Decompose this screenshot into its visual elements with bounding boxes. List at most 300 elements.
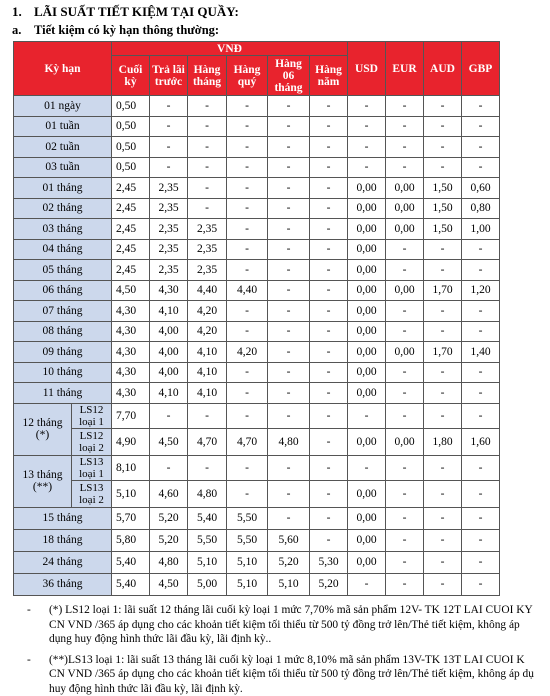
rate-monthly: 5,50: [188, 529, 227, 551]
rate-yearly: -: [310, 507, 348, 529]
header-yearly: Hàng năm: [310, 56, 348, 96]
rate-end-of-term: 7,70: [112, 403, 150, 428]
header-eur: EUR: [386, 42, 424, 96]
term-label: 10 tháng: [14, 362, 112, 383]
rate-end-of-term: 4,30: [112, 321, 150, 342]
table-row: [14, 403, 500, 428]
rate-quarterly: -: [227, 198, 268, 219]
rate-aud: -: [424, 529, 462, 551]
rate-end-of-term: 4,90: [112, 428, 150, 455]
rate-aud: 1,70: [424, 280, 462, 301]
table-row: [14, 573, 500, 595]
rate-monthly: -: [188, 403, 227, 428]
rate-end-of-term: 2,45: [112, 239, 150, 260]
rate-monthly: -: [188, 455, 227, 480]
rate-prepaid: 2,35: [150, 260, 188, 281]
rate-monthly: -: [188, 96, 227, 117]
footnote-bullet: -: [27, 603, 31, 618]
header-term: Kỳ hạn: [14, 42, 112, 96]
rate-usd: 0,00: [348, 178, 386, 199]
rate-semiannual: -: [268, 219, 310, 240]
term-group-label: [14, 455, 72, 507]
rate-quarterly: 5,10: [227, 573, 268, 595]
rate-aud: -: [424, 551, 462, 573]
rate-aud: -: [424, 573, 462, 595]
rate-yearly: -: [310, 116, 348, 137]
term-label: 36 tháng: [14, 573, 112, 595]
rate-usd: -: [348, 403, 386, 428]
rate-usd: 0,00: [348, 321, 386, 342]
rate-eur: -: [386, 383, 424, 404]
term-label: 03 tuần: [14, 157, 112, 178]
rate-quarterly: -: [227, 480, 268, 507]
rate-aud: 1,50: [424, 198, 462, 219]
term-label: 02 tháng: [14, 198, 112, 219]
rate-yearly: -: [310, 455, 348, 480]
rate-prepaid: 2,35: [150, 178, 188, 199]
rate-eur: 0,00: [386, 428, 424, 455]
rate-aud: -: [424, 403, 462, 428]
table-row: [14, 157, 500, 178]
rate-usd: 0,00: [348, 280, 386, 301]
table-row: [14, 178, 500, 199]
table-row: [14, 280, 500, 301]
interest-rate-table: [13, 41, 500, 596]
rate-aud: -: [424, 301, 462, 322]
rate-quarterly: 5,50: [227, 507, 268, 529]
table-row: [14, 321, 500, 342]
header-semiannual: Hàng 06 tháng: [268, 56, 310, 96]
rate-quarterly: -: [227, 301, 268, 322]
rate-gbp: -: [462, 362, 500, 383]
rate-semiannual: -: [268, 239, 310, 260]
rate-usd: -: [348, 116, 386, 137]
rate-usd: -: [348, 573, 386, 595]
rate-prepaid: 5,20: [150, 529, 188, 551]
rate-eur: -: [386, 96, 424, 117]
rate-quarterly: -: [227, 116, 268, 137]
rate-aud: -: [424, 116, 462, 137]
section-heading: [12, 4, 239, 20]
table-row: [14, 455, 500, 480]
rate-yearly: 5,30: [310, 551, 348, 573]
rate-yearly: -: [310, 137, 348, 158]
rate-usd: 0,00: [348, 219, 386, 240]
term-group-label: [14, 403, 72, 455]
rate-yearly: -: [310, 342, 348, 363]
term-label: 02 tuần: [14, 137, 112, 158]
rate-aud: 1,50: [424, 178, 462, 199]
footnote-line: dụng huy động hình thức lãi đầu kỳ, lãi định kỳ..: [49, 632, 550, 647]
term-label: 15 tháng: [14, 507, 112, 529]
rate-monthly: 2,35: [188, 260, 227, 281]
rate-end-of-term: 4,30: [112, 383, 150, 404]
rate-end-of-term: 4,30: [112, 301, 150, 322]
rate-quarterly: 5,10: [227, 551, 268, 573]
rate-gbp: -: [462, 529, 500, 551]
table-row: [14, 480, 500, 507]
rate-gbp: 1,20: [462, 280, 500, 301]
rate-gbp: 1,00: [462, 219, 500, 240]
table-row: [14, 383, 500, 404]
rate-yearly: -: [310, 428, 348, 455]
subsection-heading: [12, 23, 219, 38]
rate-aud: -: [424, 362, 462, 383]
header-usd: USD: [348, 42, 386, 96]
table-row: [14, 137, 500, 158]
rate-end-of-term: 4,50: [112, 280, 150, 301]
rate-eur: -: [386, 551, 424, 573]
rate-monthly: 5,40: [188, 507, 227, 529]
rate-quarterly: -: [227, 383, 268, 404]
rate-gbp: -: [462, 239, 500, 260]
rate-prepaid: 4,00: [150, 321, 188, 342]
rate-monthly: 5,00: [188, 573, 227, 595]
table-row: [14, 507, 500, 529]
rate-quarterly: -: [227, 96, 268, 117]
rate-eur: 0,00: [386, 178, 424, 199]
rate-aud: -: [424, 507, 462, 529]
rate-end-of-term: 5,10: [112, 480, 150, 507]
term-label: 11 tháng: [14, 383, 112, 404]
term-label: 08 tháng: [14, 321, 112, 342]
rate-prepaid: 4,60: [150, 480, 188, 507]
rate-prepaid: 4,50: [150, 573, 188, 595]
rate-aud: -: [424, 321, 462, 342]
rate-aud: -: [424, 260, 462, 281]
term-sublabel: LS13 loại 1: [72, 455, 112, 480]
rate-eur: -: [386, 529, 424, 551]
rate-end-of-term: 2,45: [112, 198, 150, 219]
rate-end-of-term: 0,50: [112, 116, 150, 137]
rate-yearly: -: [310, 96, 348, 117]
rate-prepaid: -: [150, 137, 188, 158]
rate-monthly: 4,10: [188, 383, 227, 404]
rate-semiannual: -: [268, 383, 310, 404]
rate-gbp: -: [462, 321, 500, 342]
table-row: [14, 239, 500, 260]
rate-aud: -: [424, 239, 462, 260]
rate-prepaid: 2,35: [150, 198, 188, 219]
rate-quarterly: 4,20: [227, 342, 268, 363]
rate-prepaid: -: [150, 116, 188, 137]
rate-end-of-term: 0,50: [112, 96, 150, 117]
rate-usd: 0,00: [348, 428, 386, 455]
rate-usd: -: [348, 157, 386, 178]
rate-usd: 0,00: [348, 342, 386, 363]
footnote-ls12: [27, 603, 550, 647]
rate-yearly: -: [310, 219, 348, 240]
rate-eur: -: [386, 260, 424, 281]
term-group-mark: (*): [14, 429, 71, 441]
rate-semiannual: -: [268, 321, 310, 342]
rate-eur: -: [386, 362, 424, 383]
rate-monthly: 4,80: [188, 480, 227, 507]
rate-yearly: -: [310, 529, 348, 551]
rate-semiannual: -: [268, 342, 310, 363]
rate-yearly: -: [310, 239, 348, 260]
rate-monthly: 4,70: [188, 428, 227, 455]
rate-monthly: 2,35: [188, 239, 227, 260]
term-group-mark: (**): [14, 481, 71, 493]
rate-semiannual: -: [268, 137, 310, 158]
table-row: [14, 362, 500, 383]
rate-quarterly: -: [227, 260, 268, 281]
rate-quarterly: 4,40: [227, 280, 268, 301]
rate-yearly: -: [310, 198, 348, 219]
subsection-letter: a.: [12, 23, 34, 38]
rate-end-of-term: 2,45: [112, 260, 150, 281]
header-prepaid: Trả lãi trước: [150, 56, 188, 96]
term-label: 03 tháng: [14, 219, 112, 240]
rate-prepaid: 5,20: [150, 507, 188, 529]
rate-prepaid: 4,10: [150, 301, 188, 322]
rate-prepaid: 4,00: [150, 362, 188, 383]
rate-prepaid: 4,50: [150, 428, 188, 455]
rate-aud: 1,50: [424, 219, 462, 240]
footnotes: [27, 603, 550, 696]
table-row: [14, 96, 500, 117]
rate-gbp: -: [462, 116, 500, 137]
rate-prepaid: 4,00: [150, 342, 188, 363]
rate-semiannual: -: [268, 178, 310, 199]
rate-quarterly: -: [227, 239, 268, 260]
rate-semiannual: -: [268, 507, 310, 529]
term-label: 01 ngày: [14, 96, 112, 117]
rate-end-of-term: 5,80: [112, 529, 150, 551]
rate-aud: -: [424, 137, 462, 158]
rate-semiannual: -: [268, 116, 310, 137]
rate-semiannual: 5,20: [268, 551, 310, 573]
rate-yearly: -: [310, 157, 348, 178]
rate-yearly: -: [310, 178, 348, 199]
rate-prepaid: 2,35: [150, 239, 188, 260]
table-row: [14, 219, 500, 240]
rate-aud: 1,80: [424, 428, 462, 455]
rate-gbp: -: [462, 573, 500, 595]
term-sublabel: LS12 loại 1: [72, 403, 112, 428]
rate-prepaid: 4,30: [150, 280, 188, 301]
rate-eur: -: [386, 116, 424, 137]
rate-yearly: -: [310, 260, 348, 281]
rate-semiannual: -: [268, 96, 310, 117]
rate-semiannual: -: [268, 362, 310, 383]
rate-gbp: 1,60: [462, 428, 500, 455]
rate-gbp: -: [462, 507, 500, 529]
rate-monthly: 5,10: [188, 551, 227, 573]
rate-eur: -: [386, 301, 424, 322]
footnote-line: CN VND /365 áp dụng cho các khoản tiết kiệm tối thiểu từ 500 tỷ đồng trở lên/Thẻ tiết kiệm, không áp dụ: [49, 667, 550, 682]
rate-end-of-term: 5,40: [112, 573, 150, 595]
rate-prepaid: 4,10: [150, 383, 188, 404]
rate-gbp: -: [462, 157, 500, 178]
rate-monthly: -: [188, 198, 227, 219]
rate-eur: 0,00: [386, 219, 424, 240]
rate-yearly: -: [310, 301, 348, 322]
term-sublabel: LS12 loại 2: [72, 428, 112, 455]
rate-usd: 0,00: [348, 198, 386, 219]
subsection-title: Tiết kiệm có kỳ hạn thông thường:: [34, 23, 219, 37]
rate-usd: 0,00: [348, 301, 386, 322]
section-number: 1.: [12, 4, 34, 20]
rate-eur: 0,00: [386, 280, 424, 301]
table-row: [14, 551, 500, 573]
rate-gbp: -: [462, 455, 500, 480]
rate-monthly: -: [188, 178, 227, 199]
rate-end-of-term: 5,70: [112, 507, 150, 529]
rate-monthly: -: [188, 137, 227, 158]
rate-monthly: -: [188, 157, 227, 178]
rate-usd: 0,00: [348, 529, 386, 551]
rate-semiannual: 5,10: [268, 573, 310, 595]
rate-yearly: -: [310, 403, 348, 428]
rate-semiannual: -: [268, 157, 310, 178]
rate-quarterly: -: [227, 178, 268, 199]
rate-gbp: -: [462, 260, 500, 281]
rate-quarterly: 5,50: [227, 529, 268, 551]
term-label: 24 tháng: [14, 551, 112, 573]
rate-gbp: 0,60: [462, 178, 500, 199]
term-label: 01 tháng: [14, 178, 112, 199]
rate-eur: 0,00: [386, 198, 424, 219]
rate-gbp: -: [462, 96, 500, 117]
rate-usd: 0,00: [348, 260, 386, 281]
table-row: [14, 301, 500, 322]
rate-prepaid: 2,35: [150, 219, 188, 240]
term-sublabel: LS13 loại 2: [72, 480, 112, 507]
rate-end-of-term: 0,50: [112, 157, 150, 178]
term-label: 09 tháng: [14, 342, 112, 363]
rate-end-of-term: 2,45: [112, 178, 150, 199]
rate-usd: 0,00: [348, 551, 386, 573]
rate-aud: -: [424, 96, 462, 117]
rate-eur: -: [386, 507, 424, 529]
rate-yearly: -: [310, 321, 348, 342]
rate-yearly: -: [310, 383, 348, 404]
rate-prepaid: -: [150, 96, 188, 117]
rate-monthly: 4,10: [188, 362, 227, 383]
rate-eur: -: [386, 137, 424, 158]
rate-usd: -: [348, 96, 386, 117]
rate-end-of-term: 4,30: [112, 362, 150, 383]
header-quarterly: Hàng quý: [227, 56, 268, 96]
rate-eur: -: [386, 480, 424, 507]
rate-quarterly: -: [227, 321, 268, 342]
rate-usd: 0,00: [348, 383, 386, 404]
term-label: 06 tháng: [14, 280, 112, 301]
rate-monthly: 4,40: [188, 280, 227, 301]
rate-gbp: -: [462, 383, 500, 404]
footnote-ls13: [27, 653, 550, 696]
rate-yearly: 5,20: [310, 573, 348, 595]
header-aud: AUD: [424, 42, 462, 96]
rate-semiannual: -: [268, 455, 310, 480]
rate-gbp: 1,40: [462, 342, 500, 363]
rate-usd: 0,00: [348, 507, 386, 529]
header-gbp: GBP: [462, 42, 500, 96]
term-label: 01 tuần: [14, 116, 112, 137]
rate-monthly: 4,20: [188, 321, 227, 342]
rate-quarterly: -: [227, 137, 268, 158]
rate-end-of-term: 0,50: [112, 137, 150, 158]
term-label: 05 tháng: [14, 260, 112, 281]
rate-aud: -: [424, 480, 462, 507]
footnote-line: huy động hình thức lãi đầu kỳ, lãi định kỳ.: [49, 682, 550, 696]
rate-usd: 0,00: [348, 362, 386, 383]
rate-eur: -: [386, 403, 424, 428]
rate-semiannual: 5,60: [268, 529, 310, 551]
rate-prepaid: 4,80: [150, 551, 188, 573]
rate-yearly: -: [310, 362, 348, 383]
rate-eur: 0,00: [386, 342, 424, 363]
rate-aud: 1,70: [424, 342, 462, 363]
rate-monthly: 2,35: [188, 219, 227, 240]
rate-eur: -: [386, 157, 424, 178]
rate-gbp: -: [462, 480, 500, 507]
header-end-of-term: Cuối kỳ: [112, 56, 150, 96]
rate-usd: 0,00: [348, 480, 386, 507]
rate-end-of-term: 5,40: [112, 551, 150, 573]
term-group-name: 12 tháng: [14, 417, 71, 429]
rate-eur: -: [386, 455, 424, 480]
rate-end-of-term: 8,10: [112, 455, 150, 480]
rate-eur: -: [386, 573, 424, 595]
rate-quarterly: -: [227, 403, 268, 428]
rate-gbp: -: [462, 137, 500, 158]
table-row: [14, 529, 500, 551]
table-row: [14, 198, 500, 219]
term-label: 18 tháng: [14, 529, 112, 551]
term-label: 04 tháng: [14, 239, 112, 260]
footnote-bullet: -: [27, 653, 31, 668]
table-row: [14, 260, 500, 281]
rate-end-of-term: 2,45: [112, 219, 150, 240]
rate-prepaid: -: [150, 455, 188, 480]
section-title: LÃI SUẤT TIẾT KIỆM TẠI QUẦY:: [34, 4, 239, 19]
rate-semiannual: -: [268, 403, 310, 428]
header-monthly: Hàng tháng: [188, 56, 227, 96]
rate-gbp: -: [462, 551, 500, 573]
rate-usd: 0,00: [348, 239, 386, 260]
rate-quarterly: -: [227, 362, 268, 383]
rate-gbp: -: [462, 403, 500, 428]
term-label: 07 tháng: [14, 301, 112, 322]
term-group-name: 13 tháng: [14, 469, 71, 481]
footnote-line: (**)LS13 loại 1: lãi suất 13 tháng lãi cuối kỳ loại 1 mức 8,10% mã sản phẩm 13V-TK 13T LAI CUOI K: [49, 653, 550, 668]
rate-gbp: 0,80: [462, 198, 500, 219]
table-row: [14, 428, 500, 455]
rate-quarterly: -: [227, 219, 268, 240]
rate-prepaid: -: [150, 157, 188, 178]
rate-aud: -: [424, 455, 462, 480]
rate-yearly: -: [310, 280, 348, 301]
header-vnd-group: VNĐ: [112, 42, 348, 56]
table-row: [14, 116, 500, 137]
rate-usd: -: [348, 455, 386, 480]
rate-quarterly: 4,70: [227, 428, 268, 455]
rate-semiannual: -: [268, 280, 310, 301]
rate-usd: -: [348, 137, 386, 158]
footnote-line: CN VND /365 áp dụng cho các khoản tiết kiệm tối thiểu từ 500 tỷ đồng trở lên/Thẻ tiết kiệm, không áp: [49, 618, 550, 633]
rate-semiannual: 4,80: [268, 428, 310, 455]
rate-semiannual: -: [268, 480, 310, 507]
rate-gbp: -: [462, 301, 500, 322]
rate-eur: -: [386, 239, 424, 260]
footnote-line: (*) LS12 loại 1: lãi suất 12 tháng lãi cuối kỳ loại 1 mức 7,70% mã sản phẩm 12V- TK 12T LAI CUOI KY: [49, 603, 550, 618]
table-row: [14, 342, 500, 363]
rate-semiannual: -: [268, 260, 310, 281]
rate-quarterly: -: [227, 157, 268, 178]
